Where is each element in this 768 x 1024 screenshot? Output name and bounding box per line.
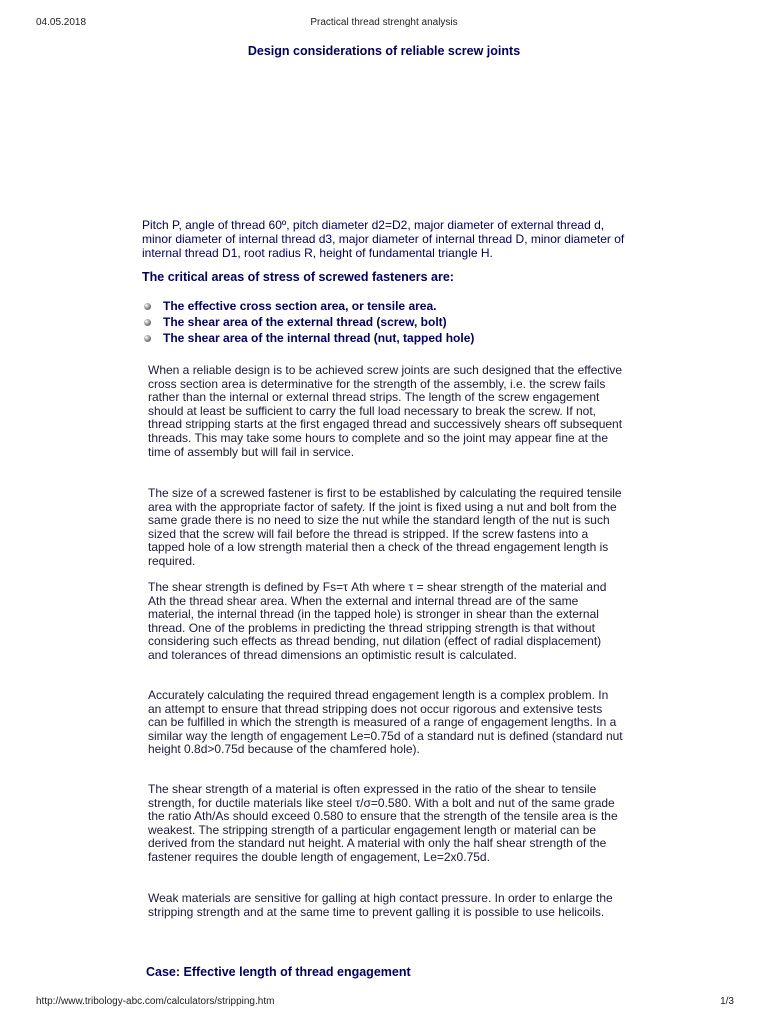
case-heading: Case: Effective length of thread engagement [146, 965, 411, 979]
print-header-title: Practical thread strenght analysis [310, 17, 458, 28]
paragraph-shear-ratio: The shear strength of a material is often expressed in the ratio of the shear to tensile strength, for ductile materials like steel τ/σ=0.580. With a bolt and nut of the same grade the ratio Ath/As should exceed 0.580 to ensure that the strength of the tensile area is the weakest. The stripping strength of a particular engagement length or material can be derived from the standard nut height. A material with only the half shear strength of the fastener requires the double length of engagement, Le=2x0.75d. [148, 782, 618, 864]
paragraph-engagement-length: Accurately calculating the required thread engagement length is a complex problem. In an attempt to ensure that thread stripping does not occur rigorous and extensive tests can be fulfilled in which the strength is measured of a range of engagement lengths. In a similar way the length of engagement Le=0.75d of a standard nut is defined (standard nut height 0.8d>0.75d because of the chamfered hole). [148, 688, 623, 757]
critical-areas-list [142, 298, 474, 346]
list-item-label: The effective cross section area, or tensile area. [163, 299, 437, 313]
list-item [142, 298, 474, 314]
print-footer-page-number: 1/3 [720, 996, 734, 1007]
print-footer-url[interactable]: http://www.tribology-abc.com/calculators/stripping.htm [36, 996, 275, 1007]
list-item-label: The shear area of the internal thread (nut, tapped hole) [163, 331, 475, 345]
bullet-icon [144, 335, 151, 342]
page-title: Design considerations of reliable screw joints [247, 44, 521, 58]
paragraph-shear-strength: The shear strength is defined by Fs=τ Ath where τ = shear strength of the material and Ath the thread shear area. When the external and internal thread are of the same material, the internal thread (in the tapped hole) is stronger in shear than the external thread. One of the problems in predicting the thread stripping strength is that without considering such effects as thread bending, nut dilation (effect of radial displacement) and tolerances of thread dimensions an optimistic result is calculated. [148, 580, 607, 662]
list-item [142, 314, 474, 330]
paragraph-galling: Weak materials are sensitive for galling at high contact pressure. In order to enlarge the stripping strength and at the same time to prevent galling it is possible to use helicoils. [148, 891, 613, 919]
bullet-icon [144, 319, 151, 326]
critical-areas-heading: The critical areas of stress of screwed fasteners are: [142, 270, 454, 284]
list-item [142, 330, 474, 346]
paragraph-fastener-size: The size of a screwed fastener is first to be established by calculating the required tensile area with the appropriate factor of safety. If the joint is fixed using a nut and bolt from the same grade there is no need to size the nut while the standard length of the nut is such sized that the screw will fail before the thread is stripped. If the screw fastens into a tapped hole of a low strength material then a check of the thread engagement length is required. [148, 486, 622, 568]
intro-paragraph: Pitch P, angle of thread 60º, pitch diameter d2=D2, major diameter of external thread d, minor diameter of internal thread d3, major diameter of internal thread D, minor diameter of internal thread D1, root radius R, height of fundamental triangle H. [142, 218, 625, 260]
paragraph-failure-mode: When a reliable design is to be achieved screw joints are such designed that the effective cross section area is determinative for the strength of the assembly, i.e. the screw fails rather than the internal or external thread strips. The length of the screw engagement should at least be sufficient to carry the full load necessary to break the screw. If not, thread stripping starts at the first engaged thread and successively shears off subsequent threads. This may take some hours to complete and so the joint may appear fine at the time of assembly but will fail in service. [148, 363, 623, 459]
list-item-label: The shear area of the external thread (screw, bolt) [163, 315, 447, 329]
bullet-icon [144, 303, 151, 310]
print-header-date: 04.05.2018 [36, 17, 87, 28]
